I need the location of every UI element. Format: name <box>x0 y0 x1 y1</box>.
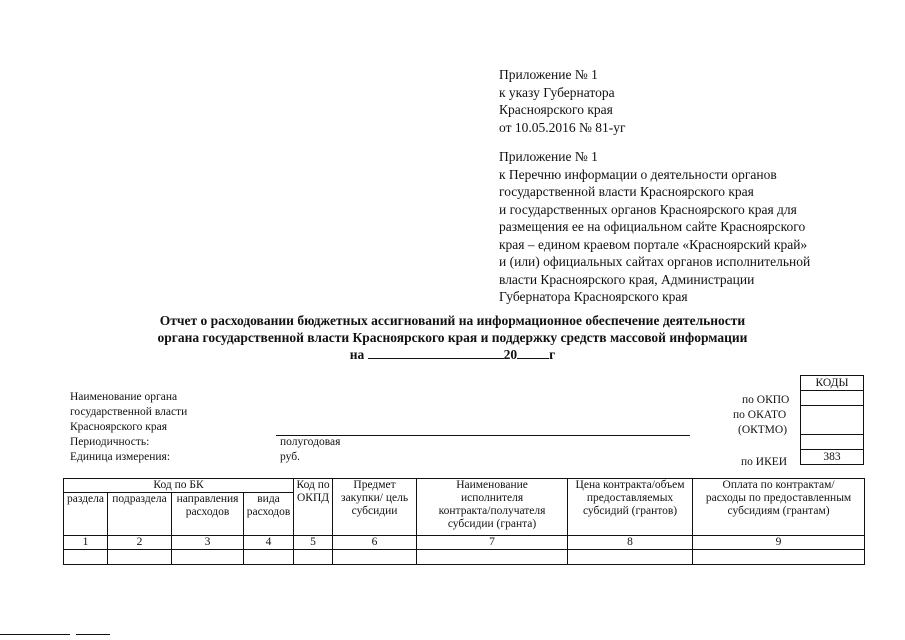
list-appendix-line: Губернатора Красноярского края <box>499 289 688 304</box>
okei-cell: 383 <box>801 450 864 465</box>
empty-code-cell[interactable] <box>801 435 864 450</box>
table-cell[interactable] <box>172 550 244 565</box>
table-cell[interactable] <box>294 550 333 565</box>
column-header-contractor: Наименование исполнителя контракта/получателя субсидии (гранта) <box>417 479 568 536</box>
footnote-separator <box>0 634 70 635</box>
table-row <box>64 550 865 565</box>
decree-appendix-line: Красноярского края <box>499 102 613 117</box>
column-number: 9 <box>693 536 865 550</box>
column-header-section: раздела <box>64 493 108 536</box>
column-header-subsection: подраздела <box>108 493 172 536</box>
okato-label: по ОКАТО <box>733 409 787 421</box>
year-blank[interactable] <box>517 346 549 359</box>
column-number: 3 <box>172 536 244 550</box>
column-header-direction: направления расходов <box>172 493 244 536</box>
date-blank[interactable] <box>368 346 504 359</box>
date-suffix: г <box>549 347 556 362</box>
org-label-line: Красноярского края <box>70 421 167 433</box>
list-appendix-line: размещения ее на официальном сайте Красноярского <box>499 219 806 234</box>
okei-label: по ИКЕИ <box>741 456 788 468</box>
column-number: 4 <box>244 536 294 550</box>
unit-value: руб. <box>280 451 300 463</box>
table-cell[interactable] <box>417 550 568 565</box>
decree-appendix-block <box>499 66 626 136</box>
list-appendix-line: Приложение № 1 <box>499 149 598 164</box>
list-appendix-line: и (или) официальных сайтах органов исполнительной <box>499 254 811 269</box>
table-cell[interactable] <box>64 550 108 565</box>
report-date-line <box>0 346 905 364</box>
column-header-okpd: Код по ОКПД <box>294 479 333 536</box>
column-number: 8 <box>568 536 693 550</box>
periodicity-label: Периодичность: <box>70 436 150 448</box>
list-appendix-line: и государственных органов Красноярского края для <box>499 201 797 217</box>
org-label-line: государственной власти <box>70 406 188 418</box>
column-number: 1 <box>64 536 108 550</box>
okato-cell[interactable] <box>801 406 864 435</box>
date-prefix: на <box>349 347 365 362</box>
table-cell[interactable] <box>333 550 417 565</box>
table-cell[interactable] <box>568 550 693 565</box>
bk-code-group-header: Код по БК <box>64 479 294 493</box>
okpo-label: по ОКПО <box>742 394 790 406</box>
footnote-separator <box>76 634 110 635</box>
column-header-price: Цена контракта/объем предоставляемых субсидий (грантов) <box>568 479 693 536</box>
okpo-cell[interactable] <box>801 391 864 406</box>
decree-appendix-line: к указу Губернатора <box>499 84 615 100</box>
list-appendix-line: к Перечню информации о деятельности органов <box>499 166 777 182</box>
table-cell[interactable] <box>108 550 172 565</box>
column-number: 6 <box>333 536 417 550</box>
table-cell[interactable] <box>244 550 294 565</box>
list-appendix-line: власти Красноярского края, Администрации <box>499 271 755 287</box>
list-appendix-block <box>499 148 810 306</box>
column-number: 5 <box>294 536 333 550</box>
column-number: 7 <box>417 536 568 550</box>
codes-header: КОДЫ <box>801 376 864 391</box>
org-name-label <box>70 390 187 435</box>
column-header-subject: Предмет закупки/ цель субсидии <box>333 479 417 536</box>
column-header-expense-type: вида расходов <box>244 493 294 536</box>
column-number: 2 <box>108 536 172 550</box>
oktmo-label: (ОКТМО) <box>738 424 788 436</box>
decree-appendix-line: от 10.05.2016 № 81-уг <box>499 119 626 135</box>
date-year: 20 <box>503 347 518 362</box>
unit-label: Единица измерения: <box>70 451 171 463</box>
list-appendix-line: государственной власти Красноярского края <box>499 184 754 199</box>
report-title-line2: органа государственной власти Красноярского края и поддержку средств массовой информации <box>157 329 748 345</box>
list-appendix-line: края – едином краевом портале «Красноярский край» <box>499 236 808 252</box>
report-title <box>0 313 905 364</box>
report-table <box>63 478 865 565</box>
periodicity-value: полугодовая <box>280 436 341 448</box>
table-cell[interactable] <box>693 550 865 565</box>
header-row-1 <box>64 479 865 493</box>
column-number-row <box>64 536 865 550</box>
column-header-payment: Оплата по контрактам/ расходы по предоставленным субсидиям (грантам) <box>693 479 865 536</box>
report-title-line1: Отчет о расходовании бюджетных ассигнований на информационное обеспечение деятельности <box>159 313 746 328</box>
decree-appendix-line: Приложение № 1 <box>499 67 598 82</box>
codes-box <box>800 375 864 465</box>
org-label-line: Наименование органа <box>70 391 178 403</box>
